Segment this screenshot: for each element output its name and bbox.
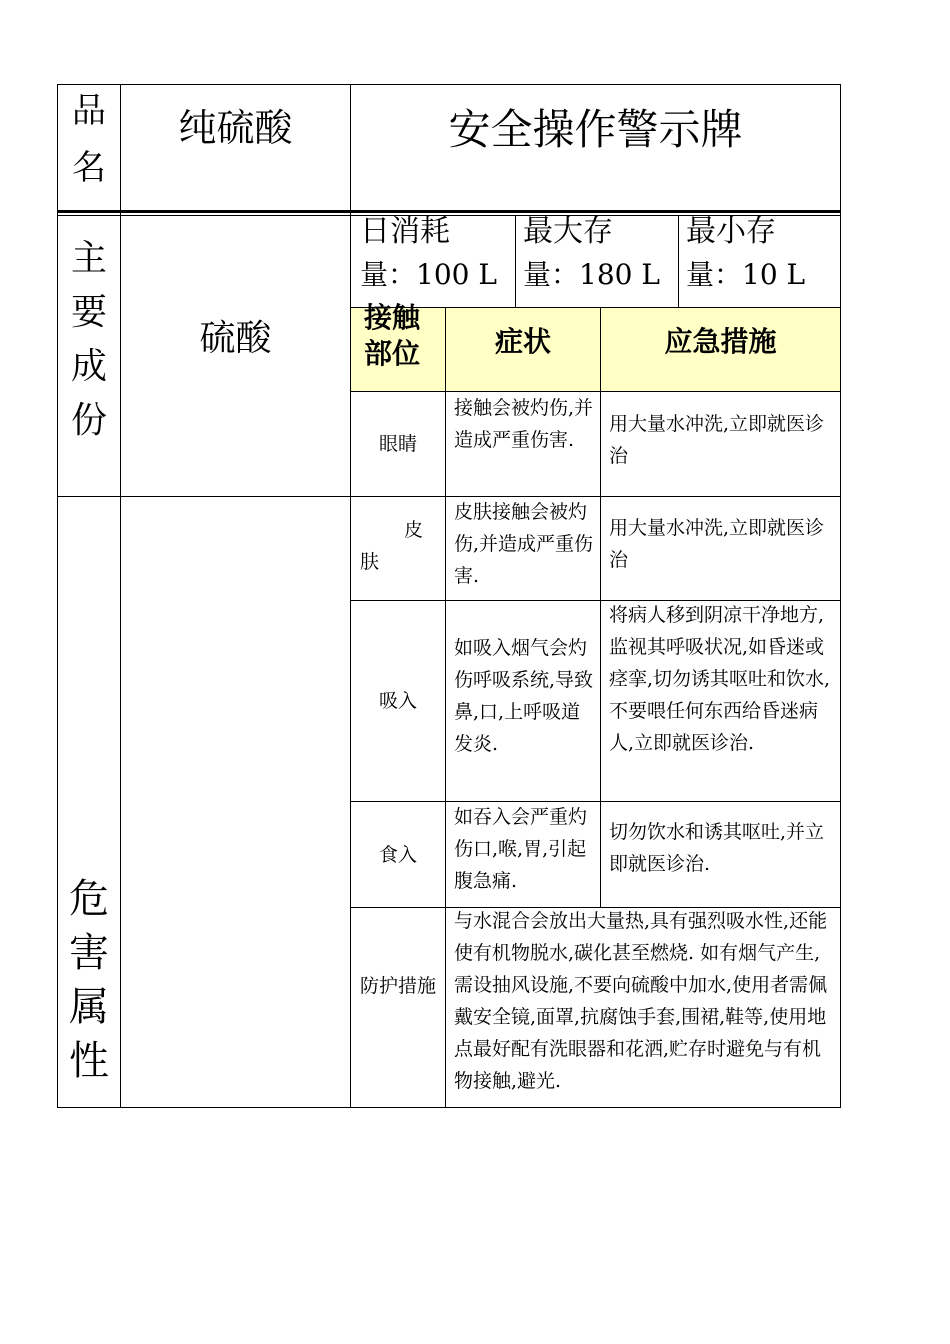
composition-label: 主 要 成 份 xyxy=(70,238,107,441)
row-measures: 将病人移到阴凉干净地方,监视其呼吸状况,如昏迷或痉挛,切勿诱其呕吐和饮水,不要喂任何东西给昏迷病人,立即就医诊治. xyxy=(609,604,831,754)
protection-label: 防护措施 xyxy=(360,975,437,997)
row-part: 吸入 xyxy=(378,690,417,712)
product-name: 纯硫酸 xyxy=(178,106,293,150)
hazard-label: 危 害 属 性 xyxy=(69,876,109,1084)
row-part: 食入 xyxy=(378,843,417,866)
row-measures: 用大量水冲洗,立即就医诊治 xyxy=(609,517,825,571)
row-symptom: 如吸入烟气会灼伤呼吸系统,导致鼻,口,上呼吸道发炎. xyxy=(454,637,594,755)
row-symptom: 如吞入会严重灼伤口,喉,胃,引起腹急痛. xyxy=(454,806,588,892)
max-storage: 最大存 量：180 L xyxy=(523,214,660,291)
protection-text: 与水混合会放出大量热,具有强烈吸水性,还能使有机物脱水,碳化甚至燃烧. 如有烟气产生,需设抽风设施,不要向硫酸中加水,使用者需佩戴安全镜,面罩,抗腐蚀手套,围裙,鞋等,使用地点最好配有洗眼器和花洒,贮存时避免与有机物接触,避光. xyxy=(454,910,828,1092)
row-part: 眼睛 xyxy=(378,433,417,455)
product-name-label: 品 名 xyxy=(72,91,106,188)
header-measures: 应急措施 xyxy=(664,325,777,358)
row-symptom: 接触会被灼伤,并造成严重伤害. xyxy=(454,397,594,451)
min-storage: 最小存 量：10 L xyxy=(686,214,806,291)
row-symptom: 皮肤接触会被灼伤,并造成严重伤害. xyxy=(454,501,594,587)
header-symptom: 症状 xyxy=(494,325,551,358)
row-measures: 切勿饮水和诱其呕吐,并立即就医诊治. xyxy=(609,821,825,875)
row-measures: 用大量水冲洗,立即就医诊治 xyxy=(609,413,825,467)
sign-title: 安全操作警示牌 xyxy=(448,105,743,154)
row-part: 皮肤 xyxy=(360,519,424,573)
header-contact-part: 接触部位 xyxy=(364,301,421,370)
composition-value: 硫酸 xyxy=(199,318,272,359)
daily-usage: 日消耗 量：100 L xyxy=(360,214,497,291)
